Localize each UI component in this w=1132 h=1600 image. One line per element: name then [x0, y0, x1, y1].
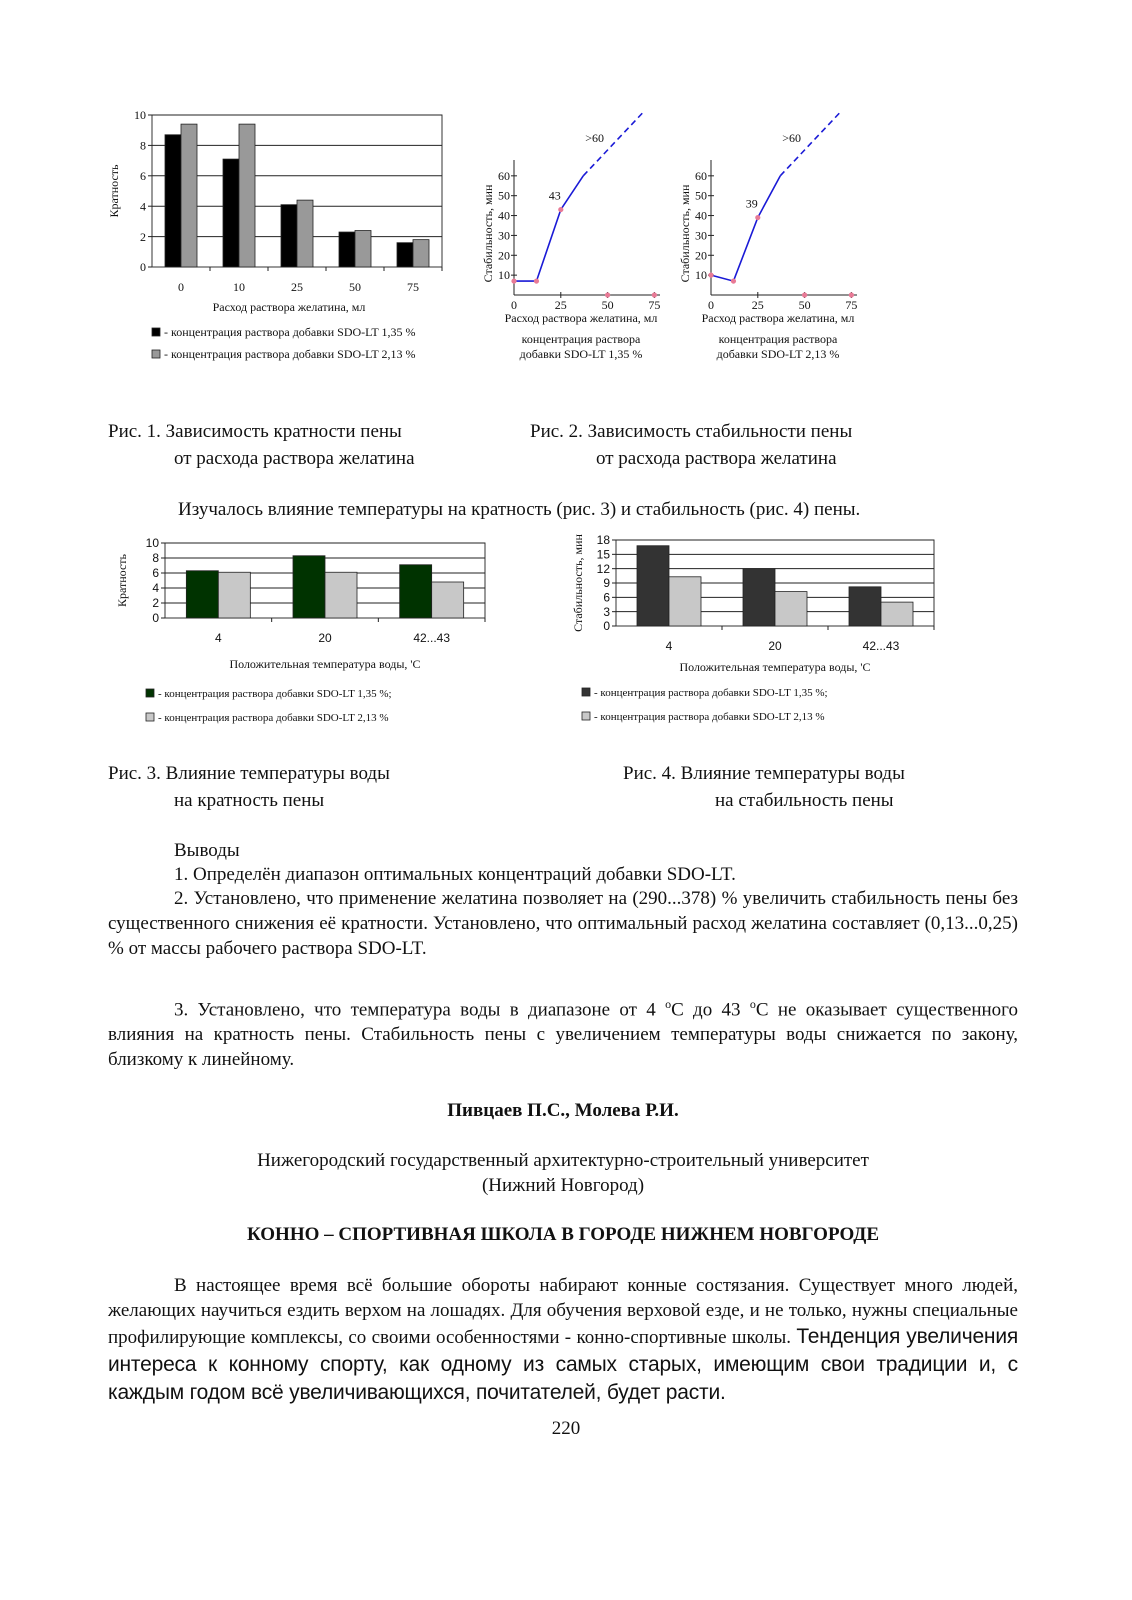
- figure-3-caption-line-1: Рис. 3. Влияние температуры воды: [108, 763, 390, 784]
- bar-1: [743, 569, 775, 626]
- degree-sup-2: o: [749, 997, 756, 1011]
- x-axis-label: Расход раствора желатина, мл: [212, 300, 366, 314]
- legend-label: - концентрация раствора добавки SDO-LT 2,13 %: [594, 711, 825, 723]
- y-tick-label: 2: [140, 229, 146, 244]
- point-annotation: 39: [745, 196, 758, 211]
- figure-2-caption: [530, 418, 852, 472]
- bar-1: [339, 232, 355, 267]
- bar-2: [355, 231, 371, 267]
- bar-2: [881, 602, 913, 626]
- x-tick-label: 0: [511, 298, 517, 312]
- x-tick-label: 0: [178, 280, 184, 294]
- x-axis-label: Положительная температура воды, 'С: [679, 660, 871, 674]
- conclusion-1: 1. Определён диапазон оптимальных концентраций добавки SDO-LT.: [174, 864, 736, 885]
- x-tick-label: 20: [318, 631, 332, 645]
- y-tick-label: 60: [498, 168, 510, 183]
- y-tick-label: 40: [695, 208, 707, 223]
- bar-1: [637, 546, 669, 626]
- conclusion-3-part-c: С не оказывает существенного влияния на кратность пены. Стабильность пены с увеличением температуры воды снижается по закону, близкому к линейному.: [108, 999, 1018, 1071]
- page-number: 220: [551, 1418, 581, 1439]
- data-marker: [558, 207, 563, 212]
- y-tick-label: 10: [695, 268, 707, 283]
- bar-2: [775, 592, 807, 626]
- chart-foam-ratio-vs-temperature: [110, 535, 510, 730]
- bar-1: [281, 205, 297, 267]
- y-tick-label: 2: [152, 596, 159, 611]
- figure-1-caption-line-1: Рис. 1. Зависимость кратности пены: [108, 421, 402, 442]
- figure-2-caption-line-2: от расхода раствора желатина: [596, 448, 837, 469]
- y-tick-label: 50: [695, 188, 707, 203]
- legend-swatch: [152, 328, 160, 336]
- legend-label: - концентрация раствора добавки SDO-LT 2,13 %: [164, 347, 416, 361]
- conclusion-3-part-a: 3. Установлено, что температура воды в диапазоне от 4: [174, 999, 666, 1021]
- x-tick-label: 10: [233, 280, 245, 294]
- article-body-part-2: Тенденция увеличения интереса к конному спорту, как одному из самых старых, имеющим свои традиции и, с каждым годом всё увеличивающихся, почитателей, будет расти.: [108, 1325, 1019, 1404]
- legend-swatch: [146, 689, 154, 697]
- y-tick-label: 10: [145, 536, 159, 551]
- figure-4-caption: [623, 760, 905, 814]
- x-tick-label: 75: [845, 298, 858, 312]
- chart-subtitle: добавки SDO-LT 2,13 %: [716, 347, 840, 361]
- figure-2-caption-line-1: Рис. 2. Зависимость стабильности пены: [530, 421, 853, 442]
- x-tick-label: 75: [407, 280, 419, 294]
- y-axis-label: Стабильность, мин: [481, 184, 495, 283]
- x-tick-label: 42...43: [862, 639, 900, 653]
- figure-1-caption: [108, 418, 415, 472]
- y-tick-label: 6: [140, 169, 146, 183]
- x-tick-label: 25: [291, 280, 303, 294]
- x-axis-label: Положительная температура воды, 'С: [229, 657, 421, 671]
- conclusions-heading: Выводы: [174, 840, 240, 861]
- chart-subtitle: добавки SDO-LT 1,35 %: [519, 347, 643, 361]
- legend-swatch: [582, 688, 590, 696]
- y-tick-label: 30: [498, 228, 510, 243]
- y-tick-label: 6: [603, 590, 610, 605]
- y-tick-label: 8: [140, 138, 146, 153]
- data-marker: [849, 292, 854, 297]
- y-tick-label: 18: [596, 533, 610, 548]
- y-tick-label: 20: [498, 248, 510, 263]
- bar-2: [181, 124, 197, 267]
- stability-line: [711, 176, 780, 281]
- legend-swatch: [152, 350, 160, 358]
- y-tick-label: 4: [140, 199, 146, 214]
- conclusion-3-part-b: С до 43: [671, 999, 750, 1021]
- x-tick-label: 50: [798, 298, 811, 312]
- bar-1: [186, 571, 218, 618]
- legend-label: - концентрация раствора добавки SDO-LT 1,35 %;: [594, 687, 828, 699]
- top-annotation: >60: [782, 130, 802, 145]
- data-marker: [534, 278, 539, 283]
- y-tick-label: 9: [603, 576, 610, 591]
- bar-1: [397, 243, 413, 267]
- data-marker: [511, 278, 516, 283]
- conclusion-2: 2. Установлено, что применение желатина позволяет на (290...378) % увеличить стабильность пены без существенного снижения её кратности. Установлено, что оптимальный расход желатина составляет (0,13...0,25) % от массы рабочего раствора SDO-LT.: [108, 888, 1018, 959]
- y-tick-label: 0: [140, 260, 146, 275]
- y-tick-label: 40: [498, 208, 510, 223]
- chart-subtitle: концентрация раствора: [718, 332, 838, 346]
- data-marker: [802, 292, 807, 297]
- y-tick-label: 10: [498, 268, 510, 283]
- figure-4-caption-line-2: на стабильность пены: [715, 790, 894, 811]
- x-axis-label: Расход раствора желатина, мл: [701, 311, 855, 325]
- legend-swatch: [146, 713, 154, 721]
- data-marker: [708, 273, 713, 278]
- y-tick-label: 6: [152, 566, 159, 581]
- x-tick-label: 0: [708, 298, 714, 312]
- legend-label: - концентрация раствора добавки SDO-LT 1,35 %;: [158, 688, 392, 700]
- bar-1: [165, 135, 181, 267]
- figure-4-caption-line-1: Рис. 4. Влияние температуры воды: [623, 763, 905, 784]
- y-tick-label: 8: [152, 551, 159, 566]
- data-marker: [605, 292, 610, 297]
- x-tick-label: 25: [751, 298, 764, 312]
- point-annotation: 43: [548, 188, 561, 203]
- y-axis-label: Кратность: [107, 164, 121, 218]
- data-marker: [652, 292, 657, 297]
- bar-1: [849, 587, 881, 626]
- y-tick-label: 15: [596, 547, 610, 562]
- bar-2: [239, 124, 255, 267]
- x-tick-label: 20: [768, 639, 782, 653]
- chart-foam-ratio-vs-gelatin: [100, 105, 480, 375]
- intro-sentence: Изучалось влияние температуры на кратность (рис. 3) и стабильность (рис. 4) пены.: [178, 499, 861, 520]
- bar-2: [218, 572, 250, 618]
- y-tick-label: 20: [695, 248, 707, 263]
- affiliation-line-1: Нижегородский государственный архитектурно-строительный университет: [257, 1150, 869, 1171]
- degree-sup-1: o: [665, 997, 672, 1011]
- x-tick-label: 4: [214, 631, 222, 645]
- legend-label: - концентрация раствора добавки SDO-LT 2,13 %: [158, 712, 389, 724]
- data-marker: [731, 278, 736, 283]
- bar-2: [297, 200, 313, 267]
- y-tick-label: 0: [603, 619, 610, 634]
- figure-1-caption-line-2: от расхода раствора желатина: [174, 448, 415, 469]
- chart-stability-vs-gelatin-213: [675, 112, 875, 367]
- chart-stability-vs-temperature: [570, 528, 950, 730]
- x-axis-label: Расход раствора желатина, мл: [504, 311, 658, 325]
- conclusion-3: [108, 992, 1018, 1072]
- article-body-part-1: В настоящее время всё большие обороты набирают конные состязания. Существует много людей, желающих научиться ездить верхом на лошадях. Для обучения верховой езде, и не только, нужны специальные профилирующие комплексы, со своими особенностями - конно-спортивные школы.: [108, 1275, 1018, 1348]
- y-axis-label: Стабильность, мин: [571, 534, 585, 632]
- x-tick-label: 4: [665, 639, 673, 653]
- bar-1: [400, 565, 432, 618]
- chart-stability-vs-gelatin-135: [478, 112, 678, 367]
- article-title: КОННО – СПОРТИВНАЯ ШКОЛА В ГОРОДЕ НИЖНЕМ НОВГОРОДЕ: [246, 1224, 880, 1245]
- x-tick-label: 42...43: [413, 631, 451, 645]
- top-annotation: >60: [585, 130, 605, 145]
- y-tick-label: 3: [603, 604, 610, 619]
- y-tick-label: 50: [498, 188, 510, 203]
- y-axis-label: Стабильность, мин: [678, 184, 692, 283]
- y-tick-label: 10: [134, 108, 146, 123]
- bar-1: [293, 556, 325, 618]
- legend-swatch: [582, 712, 590, 720]
- y-tick-label: 30: [695, 228, 707, 243]
- x-tick-label: 50: [349, 280, 361, 294]
- x-tick-label: 25: [554, 298, 567, 312]
- bar-2: [325, 572, 357, 618]
- article-body: [108, 1273, 1018, 1407]
- bar-2: [432, 582, 464, 618]
- bar-1: [223, 159, 239, 267]
- x-tick-label: 50: [601, 298, 614, 312]
- chart-subtitle: концентрация раствора: [521, 332, 641, 346]
- bar-2: [669, 577, 701, 626]
- figure-3-caption-line-2: на кратность пены: [174, 790, 325, 811]
- authors: Пивцаев П.С., Молева Р.И.: [447, 1100, 679, 1121]
- y-tick-label: 4: [152, 581, 159, 596]
- y-axis-label: Кратность: [115, 553, 129, 608]
- x-tick-label: 75: [648, 298, 661, 312]
- affiliation-line-2: (Нижний Новгород): [481, 1175, 645, 1196]
- bar-2: [413, 240, 429, 267]
- y-tick-label: 0: [152, 611, 159, 626]
- y-tick-label: 60: [695, 168, 707, 183]
- figure-3-caption: [108, 760, 390, 814]
- legend-label: - концентрация раствора добавки SDO-LT 1,35 %: [164, 325, 416, 339]
- data-marker: [755, 215, 760, 220]
- y-tick-label: 12: [596, 561, 610, 576]
